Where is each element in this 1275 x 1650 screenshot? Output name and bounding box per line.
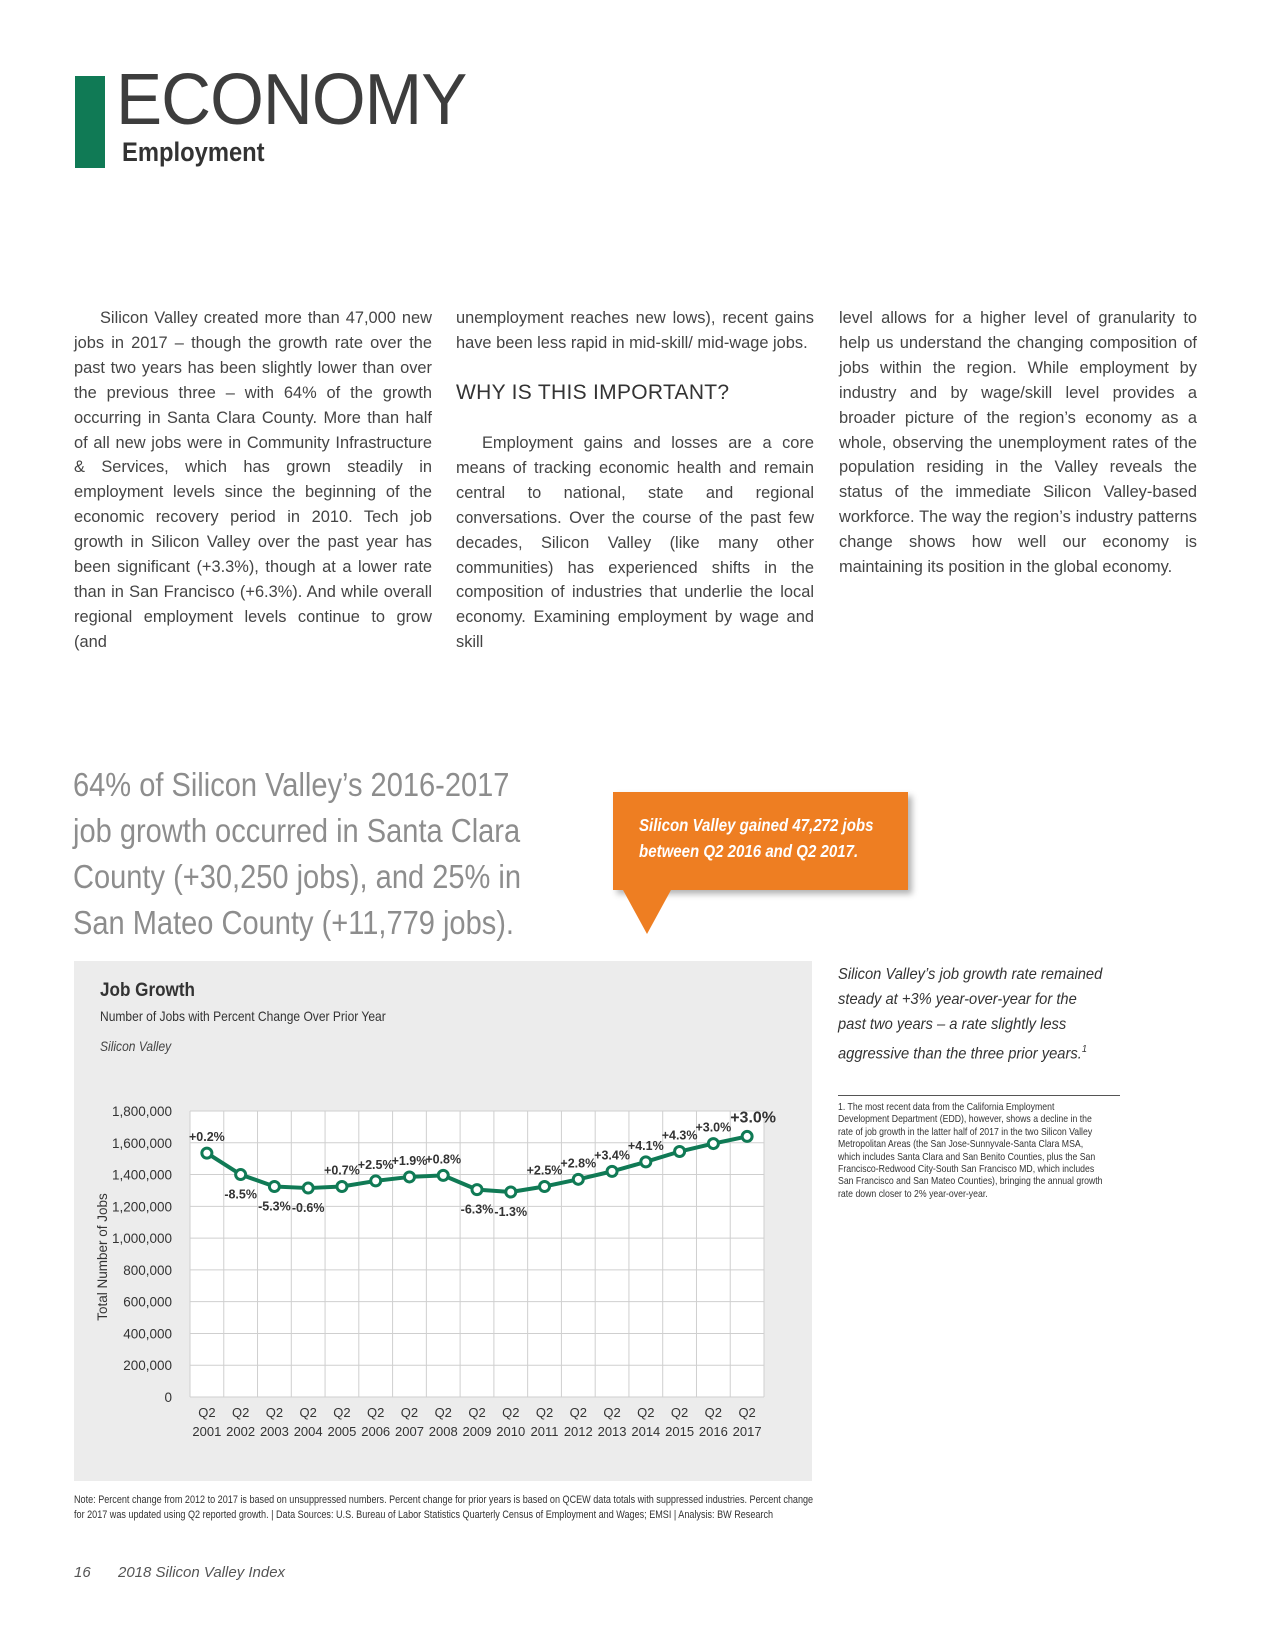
x-tick-quarter: Q2 xyxy=(637,1405,655,1420)
chart-subtitle: Number of Jobs with Percent Change Over Prior Year xyxy=(100,1008,386,1024)
body-paragraph: level allows for a higher level of granularity to help us understand the changing composition of jobs within the region. While employment by industry and by wage/skill level provides a broader picture of the region’s economy as a whole, observing the unemployment rates of the population residing in the Valley reveals the status of the immediate Silicon Valley-based workforce. The way the region’s industry patterns change shows how well our economy is maintaining its position in the global economy. xyxy=(839,309,1197,577)
x-tick-quarter: Q2 xyxy=(265,1405,284,1420)
section-subtitle: Employment xyxy=(122,137,265,167)
footnote-divider xyxy=(838,1095,1120,1096)
why-important-heading: WHY IS THIS IMPORTANT? xyxy=(456,380,730,404)
callout-pointer xyxy=(623,890,671,934)
x-tick-quarter: Q2 xyxy=(299,1405,317,1420)
chart-title: Job Growth xyxy=(100,980,196,1001)
x-tick-year: 2003 xyxy=(259,1424,289,1439)
data-label: +0.2% xyxy=(188,1130,225,1145)
data-point xyxy=(641,1157,651,1167)
side-note xyxy=(838,962,1105,1066)
x-tick-quarter: Q2 xyxy=(231,1405,250,1420)
publication-name: 2018 Silicon Valley Index xyxy=(118,1564,286,1581)
pull-quote-line: 64% of Silicon Valley’s 2016-2017 xyxy=(73,766,510,803)
x-tick-quarter: Q2 xyxy=(468,1405,486,1420)
page-number: 16 xyxy=(74,1564,91,1581)
x-tick-year: 2014 xyxy=(631,1424,661,1439)
data-point xyxy=(337,1181,347,1191)
data-point xyxy=(303,1183,313,1193)
callout-line: between Q2 2016 and Q2 2017. xyxy=(639,841,859,861)
x-tick-year: 2016 xyxy=(698,1424,728,1439)
data-point xyxy=(708,1139,718,1149)
data-point xyxy=(607,1166,617,1176)
data-point xyxy=(472,1185,482,1195)
data-label: +4.3% xyxy=(661,1128,698,1143)
x-tick-year: 2007 xyxy=(395,1424,424,1439)
y-tick-label: 800,000 xyxy=(123,1262,172,1278)
data-point xyxy=(202,1148,212,1158)
x-tick-year: 2017 xyxy=(732,1424,762,1439)
x-tick-quarter: Q2 xyxy=(603,1405,621,1420)
data-label: +3.0% xyxy=(695,1120,732,1135)
pull-quote-line: job growth occurred in Santa Clara xyxy=(73,812,521,849)
data-point xyxy=(269,1181,279,1191)
x-tick-year: 2015 xyxy=(665,1424,695,1439)
data-label: +0.8% xyxy=(425,1152,462,1167)
data-label: -0.6% xyxy=(291,1201,325,1216)
text-column-3 xyxy=(839,306,1197,580)
x-tick-year: 2006 xyxy=(361,1424,391,1439)
x-tick-year: 2009 xyxy=(462,1424,492,1439)
x-tick-year: 2002 xyxy=(226,1424,256,1439)
x-tick-quarter: Q2 xyxy=(704,1405,723,1420)
x-tick-quarter: Q2 xyxy=(198,1405,216,1420)
x-tick-quarter: Q2 xyxy=(333,1405,351,1420)
x-tick-quarter: Q2 xyxy=(569,1405,587,1420)
callout-text xyxy=(639,812,888,864)
data-point xyxy=(236,1170,246,1180)
data-label: +2.8% xyxy=(560,1156,597,1171)
y-tick-label: 1,200,000 xyxy=(111,1199,172,1215)
data-label: +2.5% xyxy=(526,1163,563,1178)
pull-quote xyxy=(73,762,522,946)
data-point xyxy=(438,1170,448,1180)
pull-quote-line: San Mateo County (+11,779 jobs). xyxy=(73,904,514,941)
data-label: -1.3% xyxy=(494,1205,528,1220)
section-color-bar xyxy=(75,76,105,168)
x-tick-quarter: Q2 xyxy=(670,1405,689,1420)
data-label: +4.1% xyxy=(627,1138,664,1153)
x-tick-quarter: Q2 xyxy=(434,1405,452,1420)
y-tick-label: 1,000,000 xyxy=(111,1231,172,1247)
x-tick-year: 2013 xyxy=(597,1424,627,1439)
data-label: +3.4% xyxy=(594,1148,630,1163)
y-tick-label: 1,400,000 xyxy=(111,1167,172,1183)
y-tick-label: 0 xyxy=(164,1390,172,1405)
x-tick-year: 2010 xyxy=(496,1424,526,1439)
y-tick-label: 400,000 xyxy=(123,1326,172,1342)
x-tick-quarter: Q2 xyxy=(367,1405,385,1420)
text-column-2 xyxy=(456,306,814,655)
data-label: +3.0% xyxy=(730,1109,777,1127)
data-point xyxy=(573,1174,583,1184)
data-point xyxy=(742,1131,752,1141)
callout-line: Silicon Valley gained 47,272 jobs xyxy=(639,815,874,835)
callout-box xyxy=(613,792,908,890)
footnote: 1. The most recent data from the California Employment Development Department (EDD), however, shows a decline in the rate of job growth in the latter half of 2017 in the two Silicon Valley Metropolitan Areas (the San Jose-Sunnyvale-Santa Clara MSA, which includes Santa Clara and San Benito Counties, plus the San Francisco-Redwood City-South San Francisco MD, which includes San Francisco and San Mateo Counties), bringing the annual growth rate down closer to 2% year-over-year. xyxy=(838,1101,1103,1200)
x-tick-year: 2008 xyxy=(428,1424,458,1439)
text-column-1 xyxy=(74,306,432,655)
body-paragraph: unemployment reaches new lows), recent gains have been less rapid in mid-skill/ mid-wage jobs. xyxy=(456,309,814,352)
side-note-text: Silicon Valley’s job growth rate remained steady at +3% year-over-year for the past two years – a rate slightly less aggressive than the three prior years. xyxy=(838,966,1103,1063)
y-tick-label: 1,600,000 xyxy=(111,1135,172,1151)
x-tick-quarter: Q2 xyxy=(502,1405,520,1420)
body-paragraph: Employment gains and losses are a core means of tracking economic health and remain central to national, state and regional conversations. Over the course of the past few decades, Silicon Valley (like many other communities) has experienced shifts in the composition of industries that underlie the local economy. Examining employment by wage and skill xyxy=(456,434,814,652)
x-tick-year: 2001 xyxy=(192,1424,222,1439)
pull-quote-line: County (+30,250 jobs), and 25% in xyxy=(73,858,522,895)
data-label: -6.3% xyxy=(460,1202,494,1217)
x-tick-quarter: Q2 xyxy=(738,1405,756,1420)
job-growth-chart xyxy=(74,1100,812,1478)
body-paragraph: Silicon Valley created more than 47,000 new jobs in 2017 – though the growth rate over the past two years has been slightly lower than over the previous three – with 64% of the growth occurring in Santa Clara County. More than half of all new jobs were in Community Infrastructure & Services, which has grown steadily in employment levels since the beginning of the economic recovery period in 2010. Tech job growth in Silicon Valley over the past year has been significant (+3.3%), though at a lower rate than in San Francisco (+6.3%). And while overall regional employment levels continue to grow (and xyxy=(74,309,432,651)
section-title: ECONOMY xyxy=(116,60,467,140)
y-tick-label: 1,800,000 xyxy=(111,1104,172,1119)
data-point xyxy=(371,1176,381,1186)
data-point xyxy=(404,1172,414,1182)
y-axis-label: Total Number of Jobs xyxy=(95,1193,110,1321)
data-point xyxy=(675,1147,685,1157)
data-point xyxy=(506,1187,516,1197)
x-tick-quarter: Q2 xyxy=(400,1405,419,1420)
x-tick-year: 2011 xyxy=(530,1424,559,1439)
data-label: -8.5% xyxy=(224,1187,257,1202)
y-tick-label: 200,000 xyxy=(123,1358,172,1374)
data-label: +0.7% xyxy=(324,1163,360,1178)
x-tick-year: 2005 xyxy=(327,1424,357,1439)
chart-source-note: Note: Percent change from 2012 to 2017 is based on unsuppressed numbers. Percent change for prior years is based on QCEW data totals with suppressed industries. Percent change for 2017 was updated using Q2 reported growth. | Data Sources: U.S. Bureau of Labor Statistics Quarterly Census of Employment and Wages; EMSI | Analysis: BW Research xyxy=(74,1494,814,1521)
footnote-ref: 1 xyxy=(1081,1044,1087,1055)
data-label: +1.9% xyxy=(391,1153,428,1168)
x-tick-year: 2004 xyxy=(293,1424,323,1439)
data-label: +2.5% xyxy=(357,1157,394,1172)
chart-geography: Silicon Valley xyxy=(100,1038,172,1054)
x-tick-quarter: Q2 xyxy=(535,1405,554,1420)
data-point xyxy=(540,1181,550,1191)
x-tick-year: 2012 xyxy=(563,1424,593,1439)
y-tick-label: 600,000 xyxy=(123,1294,172,1310)
data-label: -5.3% xyxy=(258,1199,291,1214)
